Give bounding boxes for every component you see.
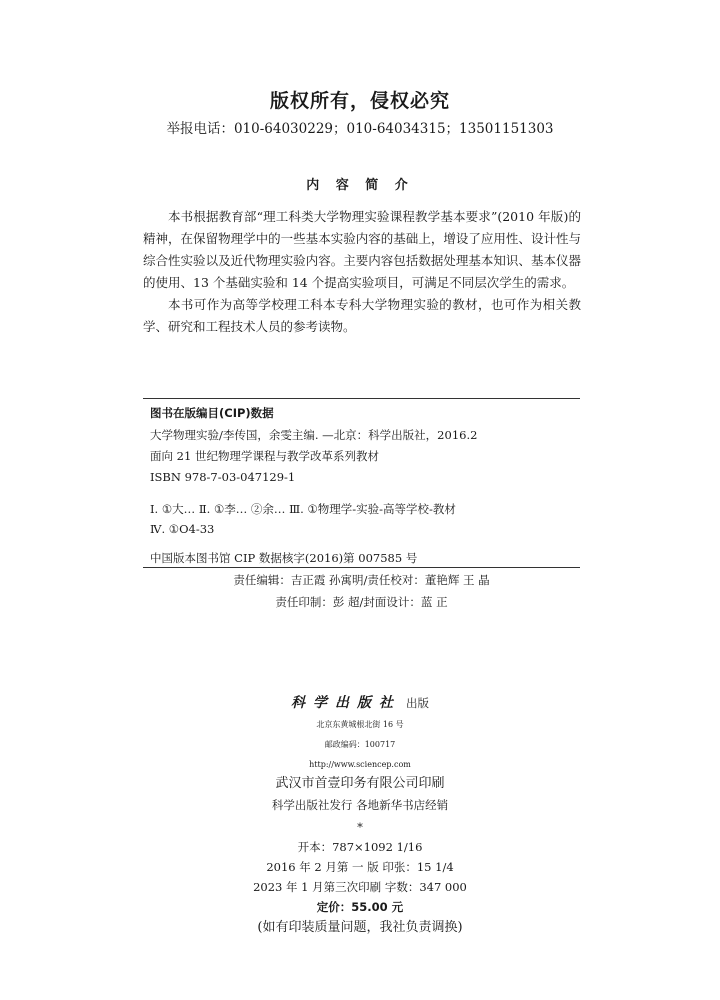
publisher-suffix: 出版 [406, 696, 430, 710]
colophon [0, 690, 720, 939]
copyright-title: 版权所有，侵权必究 [269, 90, 450, 112]
publisher-address: 北京东黄城根北街 16 号 [316, 720, 404, 729]
cip-classification-1: Ⅰ. ①大… Ⅱ. ①李… ②余… Ⅲ. ①物理学-实验-高等学校-教材 [150, 502, 456, 516]
editors-block [143, 569, 580, 613]
format-line: 开本：787×1092 1/16 [297, 840, 423, 854]
separator-star: * [357, 820, 363, 834]
publisher-website: http://www.sciencep.com [309, 760, 411, 769]
publisher-logo: 科学出版社 [290, 695, 401, 711]
publisher-postcode: 邮政编码：100717 [324, 740, 396, 749]
cip-isbn: ISBN 978-7-03-047129-1 [150, 470, 296, 484]
summary-paragraph: 本书可作为高等学校理工科本专科大学物理实验的教材，也可作为相关教学、研究和工程技术人员的参考读物。 [143, 297, 581, 334]
cip-title-line: 大学物理实验/李传国，余雯主编. —北京：科学出版社，2016.2 [150, 428, 478, 442]
cip-classification-2: Ⅳ. ①O4-33 [150, 522, 215, 536]
cip-bottom-rule [143, 567, 580, 568]
printing-line: 2023 年 1 月第三次印刷 字数：347 000 [253, 880, 467, 894]
price-line: 定价：55.00 元 [316, 900, 404, 914]
publisher-line [0, 690, 720, 715]
cip-heading: 图书在版编目(CIP)数据 [150, 406, 274, 420]
distribution-line: 科学出版社发行 各地新华书店经销 [271, 798, 449, 812]
cip-series-line: 面向 21 世纪物理学课程与教学改革系列教材 [150, 449, 379, 463]
summary-body [143, 206, 581, 338]
quality-note: (如有印装质量问题，我社负责调换) [257, 920, 463, 935]
summary-paragraph: 本书根据教育部“理工科类大学物理实验课程教学基本要求”(2010 年版)的精神，在保留物理学中的一些基本实验内容的基础上，增设了应用性、设计性与综合性实验以及近代物理实验内容。主要内容包括数据处理基本知识、基本仪器的使用、13 个基础实验和 14 个提高实验项目，可满足不同层次学生的需求。 [143, 209, 581, 290]
cip-check-number: 中国版本图书馆 CIP 数据核字(2016)第 007585 号 [150, 551, 418, 565]
summary-title: 内 容 简 介 [306, 178, 414, 193]
edition-line: 2016 年 2 月第 一 版 印张：15 1/4 [266, 860, 454, 874]
report-phone-line: 举报电话：010-64030229；010-64034315；13501151303 [166, 121, 554, 137]
editors-line: 责任印制：彭 超/封面设计：蓝 正 [275, 595, 448, 609]
printer-line: 武汉市首壹印务有限公司印刷 [275, 776, 445, 791]
cip-block [150, 403, 580, 568]
editors-line: 责任编辑：吉正霞 孙寓明/责任校对：董艳辉 王 晶 [233, 573, 490, 587]
cip-top-rule [143, 398, 580, 399]
